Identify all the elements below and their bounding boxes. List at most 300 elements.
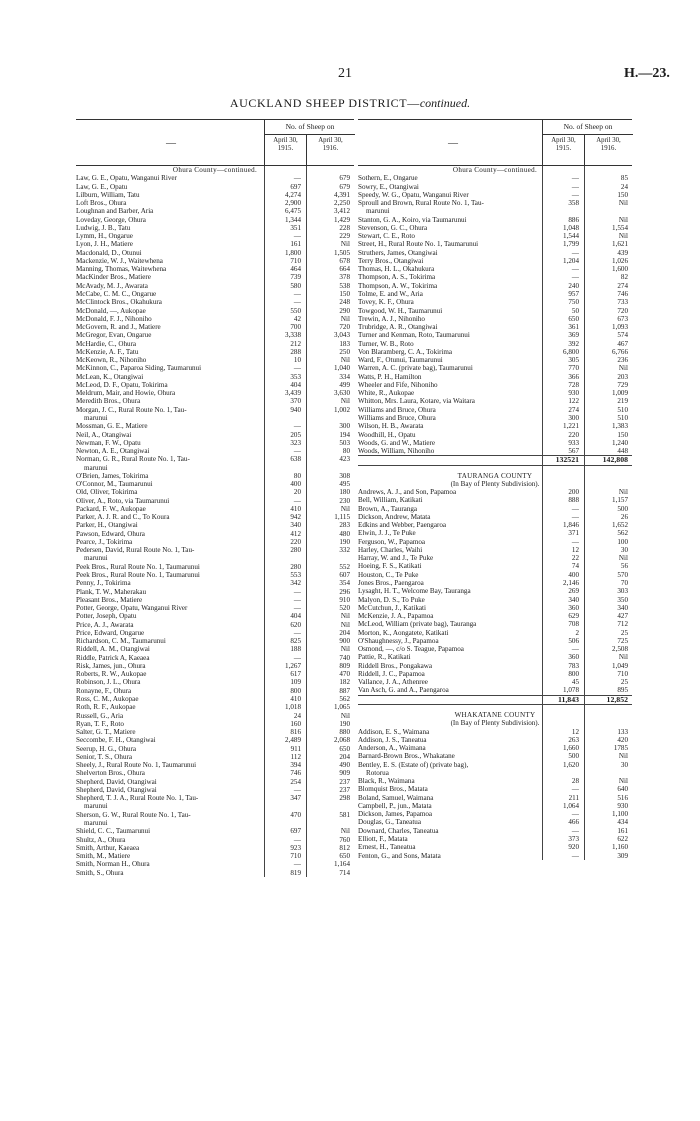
table-row [358,323,632,331]
sheep-1916-value: 150 [617,190,628,199]
sheep-1916-value: 298 [339,794,350,803]
table-row [358,794,632,802]
table-row [76,637,354,645]
sheep-1916-value: 538 [339,281,350,290]
sheep-1915-value: — [571,265,579,274]
sheep-1916-value: 733 [617,298,628,307]
sheep-1915-value: 464 [290,265,301,274]
sheep-1915-value: 12 [571,545,579,554]
table-row [358,645,632,653]
table-row [358,604,632,612]
owner-name: Price, Edward, Ongarue [76,628,145,637]
table-row [358,356,632,364]
owner-name: Stanton, G. A., Koiro, via Taumarunui [358,215,467,224]
sheep-1915-value: 369 [568,331,579,340]
owner-name: Roberts, R. W., Aukopae [76,670,147,679]
sheep-1915-value: 200 [568,488,579,497]
sheep-1916-value: 229 [339,232,350,241]
owner-name: Oliver, A., Roto, via Taumarunui [76,496,170,505]
owner-name: Woods, G. and W., Matiere [358,438,436,447]
owner-name: Riddell, A. M., Otangiwai [76,645,150,654]
sheep-1916-value: Nil [340,645,350,654]
owner-name: Pleasant Bros., Matiere [76,595,143,604]
owner-name: McAvady, M. J., Awarata [76,281,148,290]
sheep-1915-value: 1,620 [563,760,579,769]
section-heading [76,166,354,174]
owner-name: Lilburn, William, Tatu [76,190,140,199]
sheep-1916-value: 378 [339,273,350,282]
owner-name: Law, G. E., Opatu, Wanganui River [76,174,177,183]
sheep-1915-value: 2,900 [285,199,301,208]
sheep-1915-value: 20 [293,488,301,497]
table-row [358,439,632,447]
sheep-1915-value: — [571,512,579,521]
sheep-1915-value: — [571,504,579,513]
owner-name: Meldrum, Mair, and Howie, Ohura [76,389,176,398]
table-row [358,686,632,694]
table-row [76,860,354,868]
sheep-1916-value: Nil [340,827,350,836]
owner-name: Ferguson, W., Papamoa [358,537,426,546]
sheep-1915-value: 360 [568,653,579,662]
sheep-1915-value: 22 [571,554,579,563]
sheep-1916-value: 350 [617,595,628,604]
table-row [76,265,354,273]
sheep-1916-value: 714 [339,868,350,877]
table-row [358,505,632,513]
continuation-line [76,554,354,562]
owner-name: Sproull and Brown, Rural Route No. 1, Tau- [358,199,484,208]
owner-name: Ohura County—continued. [172,166,258,174]
owner-name: Richardson, C. M., Taumarunui [76,637,166,646]
table-row [358,562,632,570]
sheep-1915-value: — [293,835,301,844]
table-row [358,273,632,281]
sheep-count-group-header: No. of Sheep on [264,120,355,135]
table-row [358,571,632,579]
sheep-1915-value: 400 [568,570,579,579]
title-continued: continued. [419,96,471,110]
sheep-1916-value: 510 [617,405,628,414]
sheep-1916-value: 516 [617,793,628,802]
table-row [76,670,354,678]
sheep-1915-value: 620 [290,620,301,629]
owner-name: Towgood, W. H., Taumarunui [358,306,443,315]
sheep-1916-value: 3,630 [334,389,350,398]
owner-name: White, R., Aukopae [358,389,415,398]
sheep-1916-value: 581 [339,810,350,819]
table-row [76,348,354,356]
sheep-1916-value: 230 [339,496,350,505]
sheep-1915-value: 888 [568,496,579,505]
sheep-1915-value: 1,800 [285,248,301,257]
owner-name: O'Brien, James, Tokirima [76,471,149,480]
sheep-1916-value: 1,505 [334,248,350,257]
table-row [358,852,632,860]
table-row [76,753,354,761]
owner-name: Shelverton Bros., Ohura [76,769,145,778]
sheep-1916-value: 26 [620,512,628,521]
table-row [358,183,632,191]
owner-name: Ohura County—continued. [452,166,538,174]
sheep-1915-value: — [571,810,579,819]
sheep-1916-value: 161 [617,826,628,835]
sheep-1916-value: 340 [617,603,628,612]
owner-name: marunui [366,207,390,216]
table-row [358,406,632,414]
owner-name: Turner and Kenman, Roto, Taumarunui [358,331,470,340]
owner-name: Sowry, E., Otangiwai [358,182,419,191]
table-row [358,298,632,306]
sheep-1915-value: 305 [568,356,579,365]
owner-name: McLeod, D. F., Opatu, Tokirima [76,380,168,389]
table-row [358,843,632,851]
sheep-1916-value: 812 [339,843,350,852]
owner-name: Bell, William, Katikati [358,496,423,505]
sheep-1916-value: 480 [339,529,350,538]
table-row [76,505,354,513]
sheep-1915-value: 342 [290,579,301,588]
owner-name: Malyon, D. S., To Puke [358,595,425,604]
sheep-1915-value: 1,799 [563,240,579,249]
sheep-1916-value: 420 [617,735,628,744]
table-row [358,290,632,298]
continuation-line [358,207,632,215]
sheep-1916-value: 809 [339,661,350,670]
sheep-1915-value: 340 [290,521,301,530]
table-row [358,521,632,529]
sheep-1915-value: — [293,595,301,604]
sheep-1915-value: 550 [290,306,301,315]
sheep-1916-value: Nil [340,240,350,249]
sheep-1916-value: 712 [617,620,628,629]
owner-name: WHAKATANE COUNTY [454,711,536,719]
table-row [358,174,632,182]
sheep-1915-value: 280 [290,546,301,555]
table-row [358,496,632,504]
sheep-1916-value: 640 [617,785,628,794]
sheep-1915-value: 353 [290,372,301,381]
sheep-1916-value: 725 [617,636,628,645]
owner-name: McLeod, William (private bag), Tauranga [358,620,477,629]
owner-name: McCutchun, J., Katikati [358,603,426,612]
sheep-1915-value: 323 [290,438,301,447]
table-row [358,761,632,769]
owner-name: Osmond, —, c/o S. Teague, Papamoa [358,645,464,654]
sheep-1915-value: 211 [568,793,579,802]
sheep-1916-value: 720 [617,306,628,315]
sheep-1916-value: 900 [339,637,350,646]
sheep-1916-value: 219 [617,397,628,406]
table-row [358,224,632,232]
table-row [76,397,354,405]
table-row [358,785,632,793]
sheep-1916-value: 510 [617,413,628,422]
owner-name: Brown, A., Tauranga [358,504,418,513]
table-row [76,191,354,199]
sheep-1915-value: 697 [290,827,301,836]
section-heading [358,472,632,480]
header-line: 1915. [277,145,294,152]
owner-name: Trewin, A. J., Nihoniho [358,314,425,323]
sheep-1915-value: — [571,851,579,860]
table-row [76,827,354,835]
table-row [76,645,354,653]
sheep-1915-value: 361 [568,323,579,332]
owner-name: Edkins and Webber, Paengaroa [358,521,447,530]
table-row [358,381,632,389]
owner-name: McLean, K., Otangiwai [76,372,144,381]
sheep-1915-value: 638 [290,455,301,464]
table-row [76,546,354,554]
sheep-1915-value: — [293,232,301,241]
continuation-line [76,414,354,422]
owner-name: Fenton, G., and Sons, Matata [358,851,441,860]
sheep-1916-value: Nil [340,612,350,621]
table-row [358,596,632,604]
sheep-1915-value: 1,544 [563,232,579,241]
sheep-1916-value: 909 [339,769,350,778]
table-row [358,364,632,372]
owner-name: Sherson, G. W., Rural Route No. 1, Tau- [76,810,191,819]
owner-name: Ernest, H., Taneatua [358,843,416,852]
table-row [76,761,354,769]
sheep-1916-value: 250 [339,347,350,356]
table-row [358,348,632,356]
sheep-1916-value: 236 [617,356,628,365]
table-row [76,712,354,720]
table-row [76,695,354,703]
description-header: — [448,138,458,149]
sheep-1916-value: 673 [617,314,628,323]
sheep-1915-value: 24 [293,711,301,720]
table-row [358,199,632,207]
owner-name: Peek Bros., Rural Route No. 1, Taumarunui [76,562,200,571]
owner-name: Riddell Bros., Pongakawa [358,661,433,670]
owner-name: McKinnon, C., Paparoa Siding, Taumarunui [76,364,202,373]
sheep-1915-value: 1,221 [563,422,579,431]
table-row [358,422,632,430]
table-row [76,521,354,529]
owner-name: Smith, Norman H., Ohura [76,860,150,869]
sheep-1916-value: 283 [339,521,350,530]
sheep-1915-value: 957 [568,289,579,298]
table-row [358,373,632,381]
sheep-1916-value: 678 [339,256,350,265]
owner-name: Lyon, J. H., Matiere [76,240,133,249]
table-row [358,728,632,736]
owner-name: Ross, C. M., Aukopae [76,695,139,703]
sheep-1915-value: 45 [571,678,579,687]
sheep-1915-value: 109 [290,678,301,687]
sheep-1915-value: 212 [290,339,301,348]
sheep-1916-value: 434 [617,818,628,827]
sheep-1916-value: 248 [339,298,350,307]
owner-name: Smith, M., Matiere [76,852,131,861]
sheep-1915-value: 466 [568,818,579,827]
sheep-1916-value: 183 [339,339,350,348]
owner-name: marunui [84,802,108,811]
owner-name: (In Bay of Plenty Subdivision). [450,479,540,488]
owner-name: McDonald, F. J., Nihoniho [76,314,152,323]
header-line: April 30, [318,137,343,144]
sheep-1916-value: 204 [339,628,350,637]
owner-name: Lymm, H., Ongarue [76,232,133,241]
continuation-line [76,819,354,827]
table-row [76,381,354,389]
sheep-1915-value: 6,800 [563,347,579,356]
owner-name: Boland, Samuel, Waimana [358,793,434,802]
sheep-1916-value: 1,554 [612,223,628,232]
sheep-1915-value: — [293,289,301,298]
sheep-1916-value: 1,160 [612,843,628,852]
owner-name: Lysaght, H. T., Welcome Bay, Tauranga [358,587,471,596]
sheep-1916-value: 760 [339,835,350,844]
column-header-1916 [584,135,632,165]
sheep-1916-value: 190 [339,537,350,546]
owner-name: McClintock Bros., Okahukura [76,298,162,307]
sheep-1916-value: Nil [618,215,628,224]
owner-name: Stewart, C. E., Roto [358,232,415,241]
sheep-1916-value: Nil [618,199,628,208]
column-header-1915 [264,135,306,165]
owner-name: Morgan, J. C., Rural Route No. 1, Tau- [76,405,187,414]
owner-name: McGovern, R. and J., Matiere [76,323,161,332]
owner-name: O'Connor, M., Taumarunui [76,480,153,489]
table-row [76,323,354,331]
owner-name: Terry Bros., Otangiwai [358,256,424,265]
table-row [358,629,632,637]
sheep-1915-value: — [293,860,301,869]
sheep-1916-value: 729 [617,380,628,389]
sheep-1915-value: 617 [290,670,301,679]
table-row [76,678,354,686]
sheep-1915-value: 220 [568,430,579,439]
table-row [76,331,354,339]
sheep-1916-value: 237 [339,777,350,786]
owner-name: Russell, G., Aria [76,711,124,720]
owner-name: Pedersen, David, Rural Route No. 1, Tau- [76,546,195,555]
sheep-1916-value: 1,164 [334,860,350,869]
sheep-1916-value: 100 [617,537,628,546]
owner-name: Loft Bros., Ohura [76,199,127,208]
table-row [76,174,354,182]
owner-name: Van Asch, G. and A., Paengaroa [358,686,449,695]
sheep-1915-value: 74 [571,562,579,571]
table-row [358,389,632,397]
owner-name: Parker, H., Otangiwai [76,521,138,530]
sheep-1916-value: 30 [620,760,628,769]
sheep-1916-value: 274 [617,281,628,290]
owner-name: Potter, Joseph, Opatu [76,612,137,621]
owner-name: Campbell, P., jun., Matata [358,801,432,810]
table-row [358,191,632,199]
table-row [76,183,354,191]
sheep-1916-value: 467 [617,339,628,348]
owner-name: Norman, G. R., Rural Route No. 1, Tau- [76,455,190,464]
sheep-1915-value: 783 [568,661,579,670]
sheep-1915-value: 220 [290,537,301,546]
sheep-1916-value: 1,026 [612,256,628,265]
owner-name: Douglas, G., Taneatua [358,818,422,827]
sheep-1915-value: — [293,628,301,637]
owner-name: Price, A. J., Awarata [76,620,134,629]
sheep-1916-value: 503 [339,438,350,447]
table-row [76,257,354,265]
section-heading [358,711,632,719]
table-row [358,282,632,290]
sheep-1915-value: 553 [290,571,301,580]
table-row [76,282,354,290]
sheep-1916-value: 499 [339,380,350,389]
document-code: H.—23. [624,66,670,81]
owner-name: Whitton, Mrs. Laura, Kotare, via Waitara [358,397,475,406]
owner-name: Elwin, J. J., Te Puke [358,529,416,538]
sheep-1916-value: 1,002 [334,405,350,414]
sheep-1916-value: 679 [339,174,350,183]
table-row [76,728,354,736]
owner-name: Pattie, R., Katikati [358,653,411,662]
table-row [358,307,632,315]
table-row [76,621,354,629]
sheep-1915-value: 1,064 [563,801,579,810]
owner-name: Manning, Thomas, Waitewhena [76,265,167,274]
owner-name: Roth, R. F., Aukopae [76,703,136,712]
sheep-1915-value: 1,660 [563,744,579,753]
table-row [76,298,354,306]
sheep-1915-value: 10 [293,356,301,365]
table-row [76,654,354,662]
sheep-1915-value: 886 [568,215,579,224]
sheep-1915-value: 3,439 [285,389,301,398]
sheep-1916-value: 190 [339,719,350,728]
owner-name: Harley, Charles, Waihi [358,545,423,554]
sheep-1916-value: 710 [617,669,628,678]
table-row [76,629,354,637]
table-header [358,119,632,166]
header-line: April 30, [273,137,298,144]
owner-name: Meredith Bros., Ohura [76,397,141,406]
sheep-1916-value: 3,043 [334,331,350,340]
owner-name: Thompson, A. S., Tokirima [358,273,436,282]
sheep-1915-value: 132521 [555,455,579,465]
table-row [358,678,632,686]
sheep-1916-value: 740 [339,653,350,662]
sheep-1915-value: 728 [568,380,579,389]
sheep-1916-value: 303 [617,587,628,596]
table-row [358,546,632,554]
table-row [76,232,354,240]
owner-name: Hoeing, F. S., Katikati [358,562,422,571]
owner-name: Macdonald, D., Otunui [76,248,142,257]
table-row [358,637,632,645]
sheep-1916-value: 746 [617,289,628,298]
sheep-1915-value: 710 [290,256,301,265]
sheep-1916-value: 228 [339,223,350,232]
table-row [76,571,354,579]
owner-name: Sheely, J., Rural Route No. 1, Taumarunui [76,761,197,770]
total-row [358,695,632,705]
table-row [358,777,632,785]
table-row [358,662,632,670]
owner-name: Sothern, E., Ongarue [358,174,418,183]
sheep-1915-value: 816 [290,728,301,737]
sheep-1915-value: — [293,364,301,373]
sheep-1915-value: 819 [290,868,301,877]
sheep-1915-value: 12 [571,727,579,736]
table-row [76,480,354,488]
sheep-1915-value: 1,204 [563,256,579,265]
